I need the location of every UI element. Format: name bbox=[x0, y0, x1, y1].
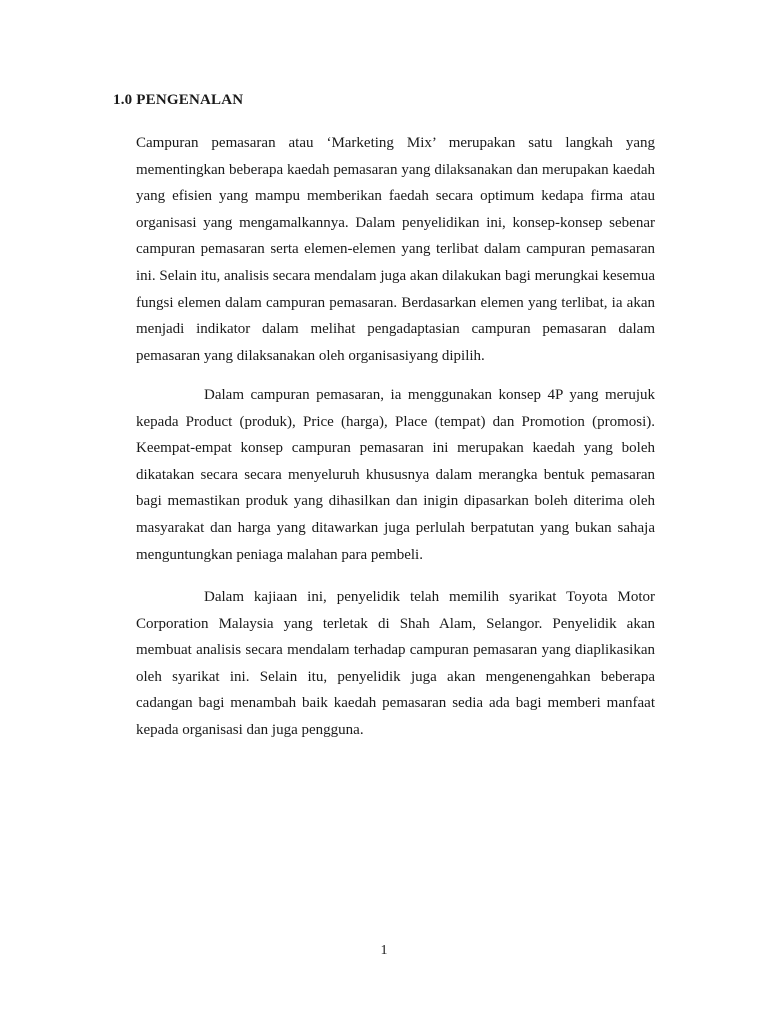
paragraph-4p-concept: Dalam campuran pemasaran, ia menggunakan konsep 4P yang merujuk kepada Product (produk), Price (harga), Place (tempat) dan Promotion (promosi). Keempat-empat konsep campuran pemasaran ini merupakan kaedah yang boleh dikatakan secara secara menyeluruh khususnya dalam merangka bentuk pemasaran bagi memastikan produk yang dihasilkan dan inigin dipasarkan boleh diterima oleh masyarakat dan harga yang ditawarkan juga perlulah berpatutan yang bukan sahaja menguntungkan peniaga malahan para pembeli. bbox=[136, 387, 655, 563]
paragraph-study-scope: Dalam kajiaan ini, penyelidik telah memilih syarikat Toyota Motor Corporation Malaysia yang terletak di Shah Alam, Selangor. Penyelidik akan membuat analisis secara mendalam terhadap campuran pemasaran yang diaplikasikan oleh syarikat ini. Selain itu, penyelidik juga akan mengenengahkan beberapa cadangan bagi menambah baik kaedah pemasaran sedia ada bagi memberi manfaat kepada organisasi dan juga pengguna. bbox=[136, 589, 655, 738]
section-heading: 1.0 PENGENALAN bbox=[113, 92, 244, 108]
paragraph-introduction: Campuran pemasaran atau ‘Marketing Mix’ merupakan satu langkah yang mementingkan beberapa kaedah pemasaran yang dilaksanakan dan merupakan kaedah yang efisien yang mampu memberikan faedah secara optimum kedapa firma atau organisasi yang mengamalkannya. Dalam penyelidikan ini, konsep-konsep sebenar campuran pemasaran serta elemen-elemen yang terlibat dalam campuran pemasaran ini. Selain itu, analisis secara mendalam juga akan dilakukan bagi merungkai kesemua fungsi elemen dalam campuran pemasaran. Berdasarkan elemen yang terlibat, ia akan menjadi indikator dalam melihat pengadaptasian campuran pemasaran dalam pemasaran yang dilaksanakan oleh organisasiyang dipilih. bbox=[136, 135, 655, 364]
page-number: 1 bbox=[380, 943, 388, 958]
